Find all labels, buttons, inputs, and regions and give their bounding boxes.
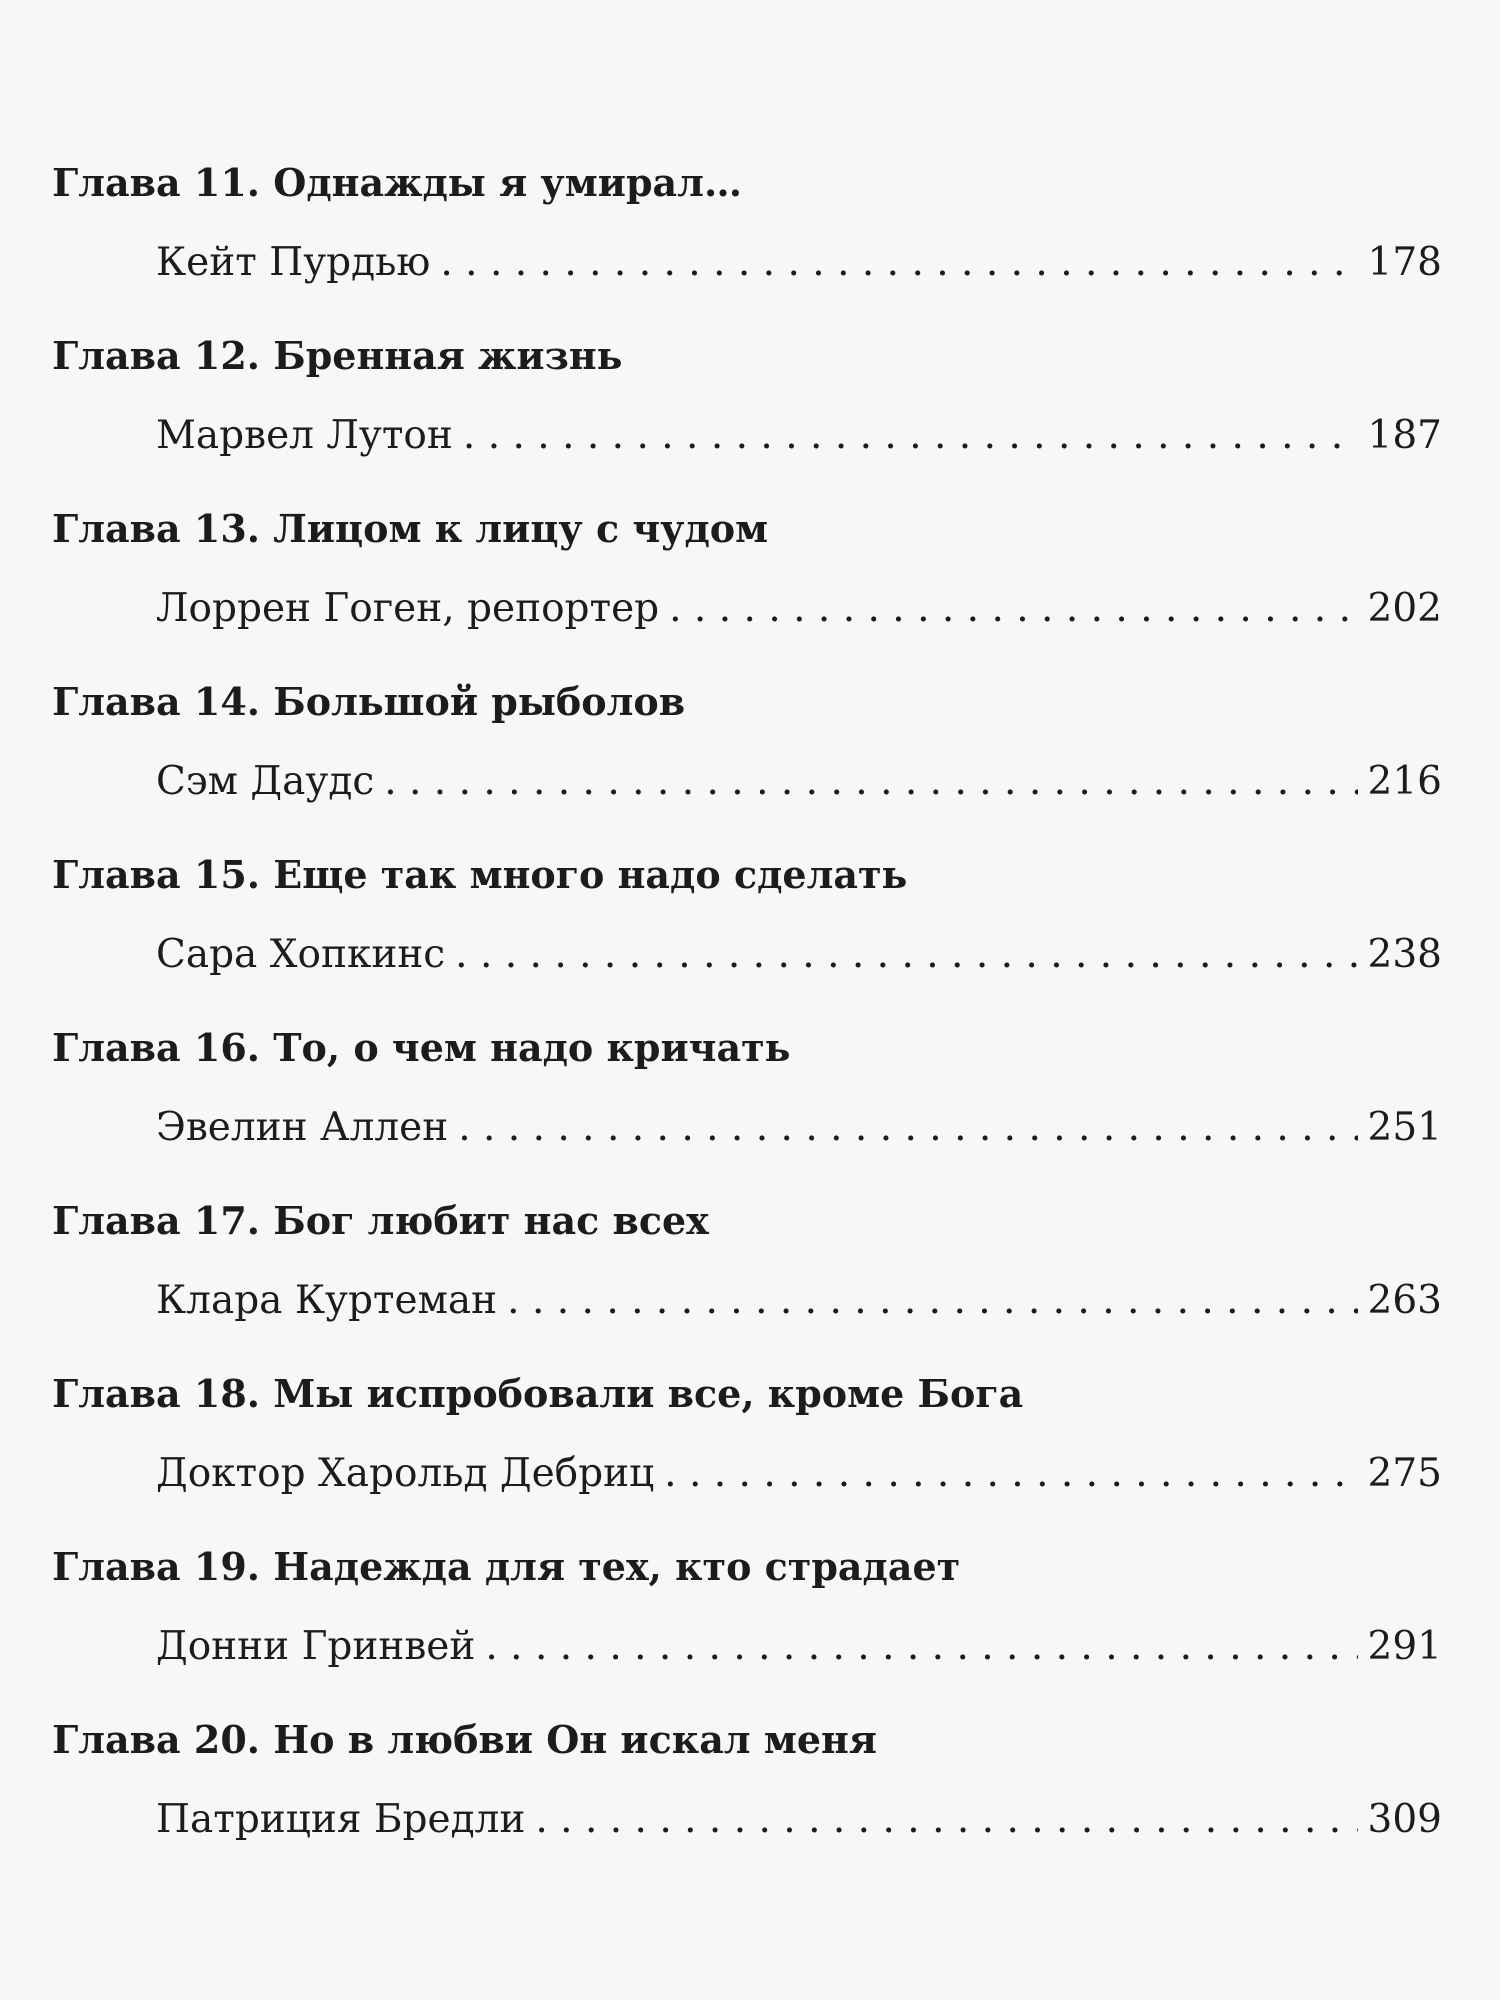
chapter-title: Глава 18. Мы испробовали все, кроме Бога <box>52 1371 1024 1416</box>
page-number: 291 <box>1367 1624 1442 1669</box>
chapter-author: Патриция Бредли <box>156 1797 526 1842</box>
toc-entry <box>156 759 1442 805</box>
toc-chapter <box>52 1198 1442 1371</box>
chapter-title: Глава 15. Еще так много надо сделать <box>52 852 908 897</box>
toc-entry <box>156 1451 1442 1497</box>
chapter-title: Глава 13. Лицом к лицу с чудом <box>52 506 769 551</box>
toc-chapter <box>52 852 1442 1025</box>
page-number: 263 <box>1367 1278 1442 1323</box>
chapter-author: Доктор Харольд Дебриц <box>156 1451 655 1496</box>
dot-leader <box>507 1278 1357 1324</box>
chapter-title: Глава 20. Но в любви Он искал меня <box>52 1717 877 1762</box>
chapter-author: Сэм Даудс <box>156 759 375 804</box>
chapter-title: Глава 16. То, о чем надо кричать <box>52 1025 791 1070</box>
dot-leader <box>455 932 1357 978</box>
toc-entry <box>156 413 1442 459</box>
chapter-title: Глава 19. Надежда для тех, кто страдает <box>52 1544 961 1589</box>
page-number: 238 <box>1367 932 1442 977</box>
chapter-author: Кейт Пурдью <box>156 240 431 285</box>
dot-leader <box>535 1797 1357 1843</box>
chapter-title: Глава 14. Большой рыболов <box>52 679 686 724</box>
chapter-author: Сара Хопкинс <box>156 932 446 977</box>
dot-leader <box>458 1105 1357 1151</box>
chapter-author: Эвелин Аллен <box>156 1105 449 1150</box>
chapter-title: Глава 11. Однажды я умирал… <box>52 160 742 205</box>
chapter-title: Глава 17. Бог любит нас всех <box>52 1198 709 1243</box>
page-number: 216 <box>1367 759 1442 804</box>
toc-chapter <box>52 1717 1442 1890</box>
toc-chapter <box>52 1371 1442 1544</box>
dot-leader <box>664 1451 1357 1497</box>
chapter-title: Глава 12. Бренная жизнь <box>52 333 623 378</box>
dot-leader <box>485 1624 1357 1670</box>
toc-chapter <box>52 679 1442 852</box>
toc-entry <box>156 240 1442 286</box>
page-number: 187 <box>1367 413 1442 458</box>
chapter-author: Лоррен Гоген, репортер <box>156 586 660 631</box>
toc-entry <box>156 586 1442 632</box>
dot-leader <box>384 759 1357 805</box>
toc-entry <box>156 1624 1442 1670</box>
page-number: 309 <box>1367 1797 1442 1842</box>
toc-entry <box>156 1797 1442 1843</box>
chapter-author: Марвел Лутон <box>156 413 453 458</box>
toc-entry <box>156 932 1442 978</box>
page-number: 275 <box>1367 1451 1442 1496</box>
toc-chapter <box>52 160 1442 333</box>
toc-chapter <box>52 333 1442 506</box>
toc-chapter <box>52 506 1442 679</box>
toc-entry <box>156 1105 1442 1151</box>
chapter-author: Донни Гринвей <box>156 1624 476 1669</box>
table-of-contents <box>52 160 1442 1890</box>
toc-chapter <box>52 1544 1442 1717</box>
dot-leader <box>440 240 1357 286</box>
page-number: 202 <box>1367 586 1442 631</box>
dot-leader <box>669 586 1357 632</box>
toc-entry <box>156 1278 1442 1324</box>
page-number: 251 <box>1367 1105 1442 1150</box>
chapter-author: Клара Куртеман <box>156 1278 498 1323</box>
page-number: 178 <box>1367 240 1442 285</box>
dot-leader <box>463 413 1358 459</box>
toc-chapter <box>52 1025 1442 1198</box>
